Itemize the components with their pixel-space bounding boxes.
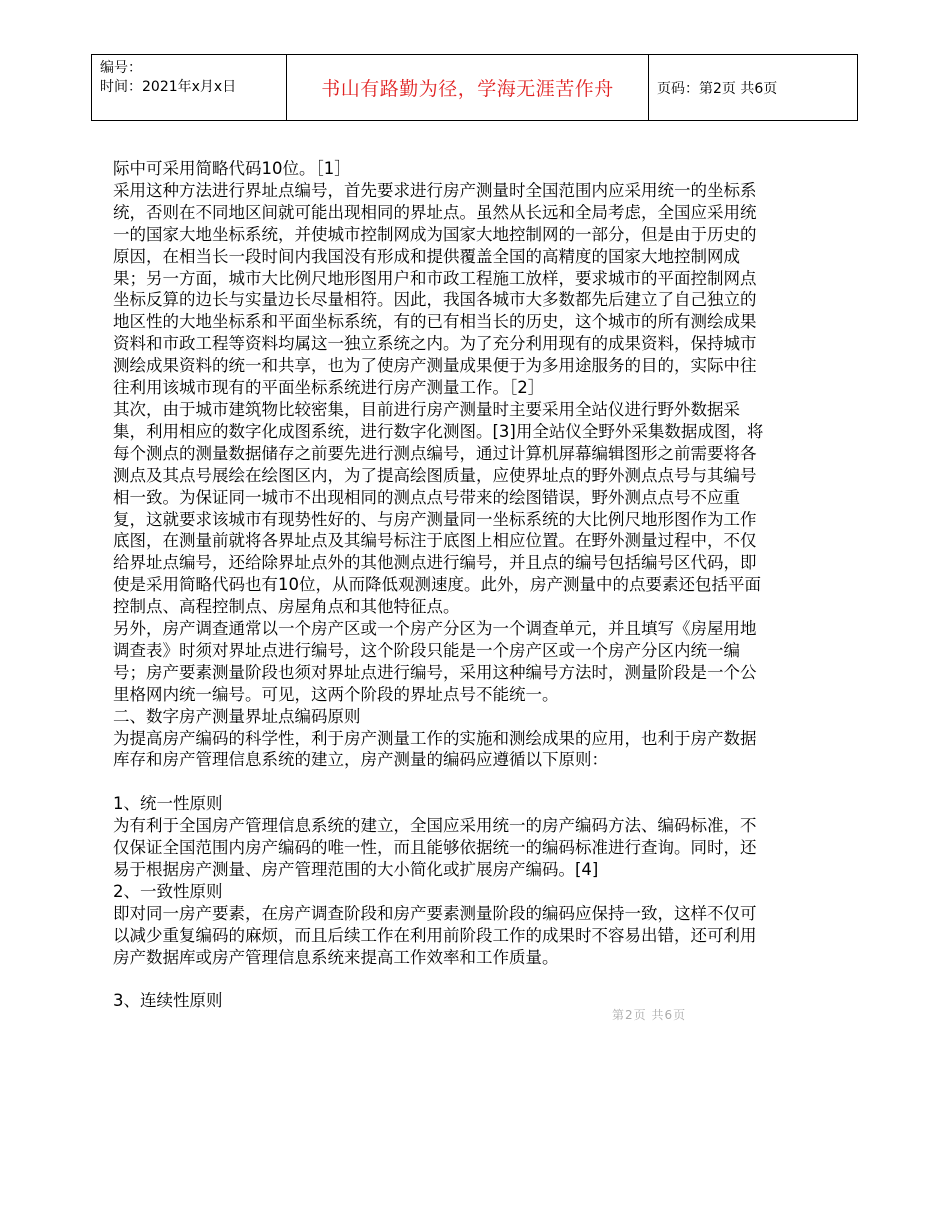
header-meta: [92, 55, 287, 120]
paragraph: 即对同一房产要素，在房产调查阶段和房产要素测量阶段的编码应保持一致，这样不仅可以减少重复编码的麻烦，而且后续工作在利用前阶段工作的成果时不容易出错，还可利用房产数据库或房产管理信息系统来提高工作效率和工作质量。: [113, 903, 757, 967]
paragraph: 二、数字房产测量界址点编码原则: [113, 706, 361, 726]
document-body: [113, 158, 768, 1012]
paragraph: 为有利于全国房产管理信息系统的建立，全国应采用统一的房产编码方法、编码标准，不仅保证全国范围内房产编码的唯一性，而且能够依据统一的编码标准进行查询。同时，还易于根据房产测量、房产管理范围的大小简化或扩展房产编码。[4]: [113, 816, 757, 879]
header-motto: 书山有路勤为径，学海无涯苦作舟: [287, 55, 649, 120]
blank-line: [113, 771, 768, 793]
paragraph: 际中可采用简略代码10位。［1］: [113, 159, 351, 178]
paragraph: 另外，房产调查通常以一个房产区或一个房产分区为一个调查单元，并且填写《房屋用地调查表》时须对界址点进行编号，这个阶段只能是一个房产区或一个房产分区内统一编号；房产要素测量阶段也须对界址点进行编号，采用这种编号方法时，测量阶段是一个公里格网内统一编号。可见，这两个阶段的界址点号不能统一。: [113, 619, 757, 704]
document-header: [91, 54, 858, 121]
paragraph: 3、连续性原则: [113, 991, 223, 1011]
id-label: 编号：: [100, 60, 142, 76]
page-indicator: 页码：第2页 共6页: [657, 80, 778, 97]
blank-line: [113, 969, 768, 991]
faint-page-number: 第2页 共6页: [612, 1008, 687, 1022]
paragraph: 1、统一性原则: [113, 794, 223, 814]
paragraph: 2、一致性原则: [113, 881, 223, 901]
paragraph: 采用这种方法进行界址点编号，首先要求进行房产测量时全国范围内应采用统一的坐标系统，否则在不同地区间就可能出现相同的界址点。虽然从长远和全局考虑，全国应采用统一的国家大地坐标系统，并使城市控制网成为国家大地控制网的一部分，但是由于历史的原因，在相当长一段时间内我国没有形成和提供覆盖全国的高精度的国家大地控制网成果；另一方面，城市大比例尺地形图用户和市政工程施工放样，要求城市的平面控制网点坐标反算的边长与实量边长尽量相符。因此，我国各城市大多数都先后建立了自己独立的地区性的大地坐标系和平面坐标系统，有的已有相当长的历史，这个城市的所有测绘成果资料和市政工程等资料均属这一独立系统之内。为了充分利用现有的成果资料，保持城市测绘成果资料的统一和共享，也为了使房产测量成果便于为多用途服务的目的，实际中往往利用该城市现有的平面坐标系统进行房产测量工作。［2］: [113, 180, 757, 398]
paragraph: 为提高房产编码的科学性，利于房产测量工作的实施和测绘成果的应用，也利于房产数据库存和房产管理信息系统的建立，房产测量的编码应遵循以下原则：: [113, 728, 757, 770]
paragraph: 其次，由于城市建筑物比较密集，目前进行房产测量时主要采用全站仪进行野外数据采集，利用相应的数字化成图系统，进行数字化测图。[3]用全站仪全野外采集数据成图，将每个测点的测量数据储存之前要先进行测点编号，通过计算机屏幕编辑图形之前需要将各测点及其点号展绘在绘图区内，为了提高绘图质量，应使界址点的野外测点点号与其编号相一致。为保证同一城市不出现相同的测点点号带来的绘图错误，野外测点点号不应重复，这就要求该城市有现势性好的、与房产测量同一坐标系统的大比例尺地形图作为工作底图，在测量前就将各界址点及其编号标注于底图上相应位置。在野外测量过程中，不仅给界址点编号，还给除界址点外的其他测点进行编号，并且点的编号包括编号区代码，即使是采用简略代码也有10位，从而降低观测速度。此外，房产测量中的点要素还包括平面控制点、高程控制点、房屋角点和其他特征点。: [113, 399, 764, 617]
time-label: 时间：2021年x月x日: [100, 79, 237, 95]
